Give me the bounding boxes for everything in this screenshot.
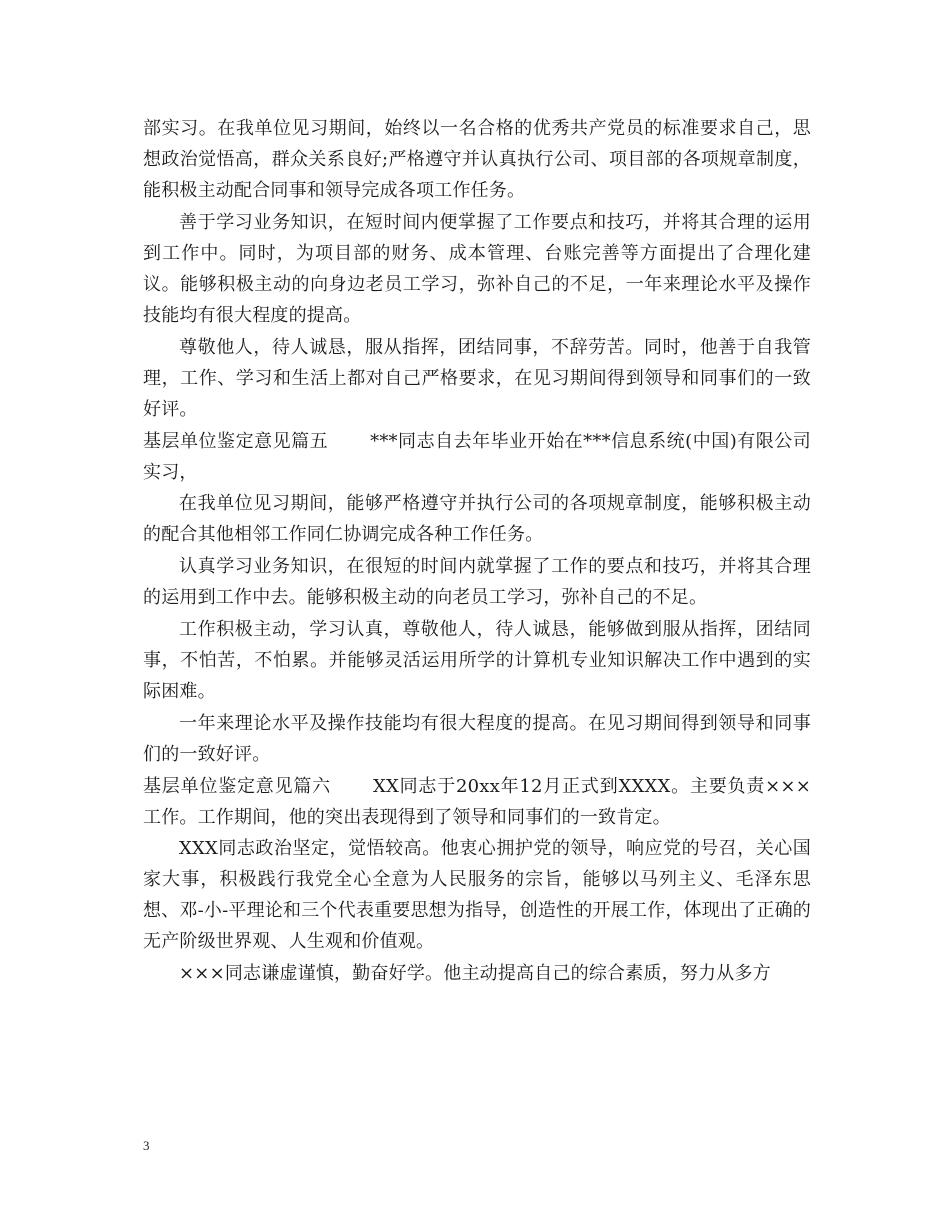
section-six-paragraph: ×××同志谦虚谨慎，勤奋好学。他主动提高自己的综合素质，努力从多方	[179, 963, 771, 984]
paragraph-respect: 尊敬他人，待人诚恳，服从指挥，团结同事，不辞劳苦。同时，他善于自我管理，工作、学习和生活上都对自己严格要求，在见习期间得到领导和同事们的一致好评。	[143, 337, 811, 420]
section-five-paragraph: 在我单位见习期间，能够严格遵守并执行公司的各项规章制度，能够积极主动的配合其他相邻工作同仁协调完成各种工作任务。	[143, 493, 811, 545]
paragraph-study: 善于学习业务知识，在短时间内便掌握了工作要点和技巧，并将其合理的运用到工作中。同时，为项目部的财务、成本管理、台账完善等方面提出了合理化建议。能够积极主动的向身边老员工学习，弥补自己的不足，一年来理论水平及操作技能均有很大程度的提高。	[143, 212, 811, 326]
section-five-title: 基层单位鉴定意见篇五	[143, 431, 329, 452]
section-six-heading	[143, 771, 811, 833]
section-five-paragraph: 一年来理论水平及操作技能均有很大程度的提高。在见习期间得到领导和同事们的一致好评。	[143, 713, 811, 765]
page-number: 3	[143, 1138, 150, 1153]
section-five-lead: ***同志自去年毕业开始在***信息系统(中国)有限公司实习，	[143, 431, 811, 483]
section-five-paragraph: 认真学习业务知识，在很短的时间内就掌握了工作的要点和技巧，并将其合理的运用到工作中去。能够积极主动的向老员工学习，弥补自己的不足。	[143, 556, 811, 608]
section-five-heading	[143, 426, 811, 488]
section-five-paragraph: 工作积极主动，学习认真，尊敬他人，待人诚恳，能够做到服从指挥，团结同事，不怕苦，不怕累。并能够灵活运用所学的计算机专业知识解决工作中遇到的实际困难。	[143, 619, 811, 702]
section-six-lead: XX同志于20xx年12月正式到XXXX。主要负责×××工作。工作期间，他的突出表现得到了领导和同事们的一致肯定。	[143, 776, 811, 828]
section-six-paragraph: XXX同志政治坚定，觉悟较高。他衷心拥护党的领导，响应党的号召，关心国家大事，积极践行我党全心全意为人民服务的宗旨，能够以马列主义、毛泽东思想、邓-小-平理论和三个代表重要思想为指导，创造性的开展工作，体现出了正确的无产阶级世界观、人生观和价值观。	[143, 838, 811, 952]
section-six-title: 基层单位鉴定意见篇六	[143, 776, 331, 797]
document-body	[143, 113, 811, 990]
paragraph-continued: 部实习。在我单位见习期间，始终以一名合格的优秀共产党员的标准要求自己，思想政治觉悟高，群众关系良好;严格遵守并认真执行公司、项目部的各项规章制度，能积极主动配合同事和领导完成各项工作任务。	[143, 118, 811, 201]
